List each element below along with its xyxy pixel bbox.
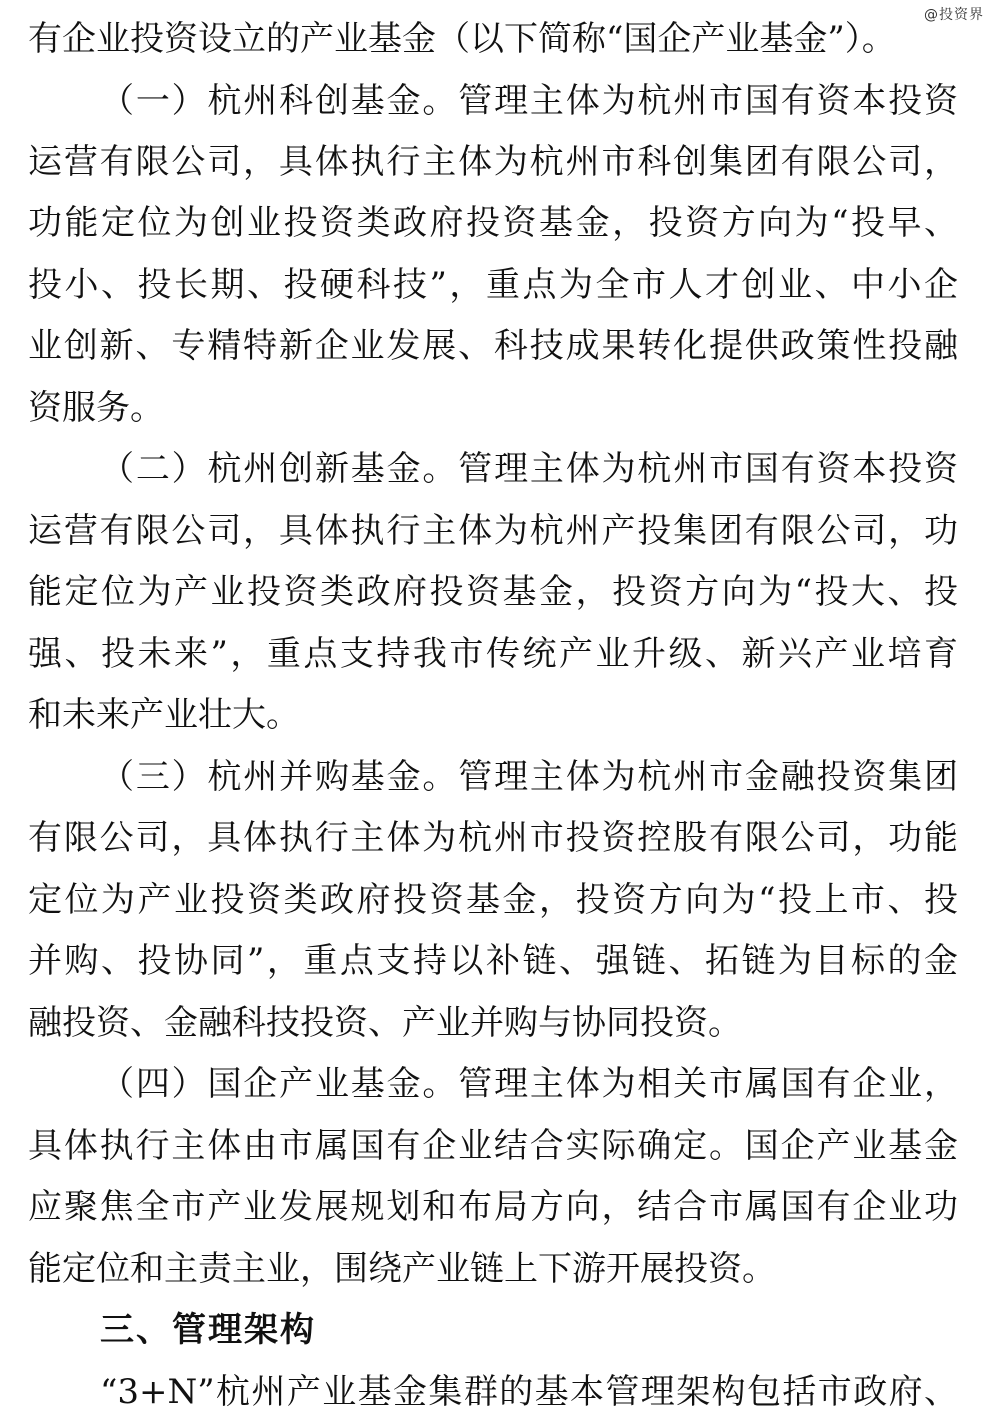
text-line: （四）国企产业基金。管理主体为相关市属国有企业，	[100, 1064, 958, 1104]
watermark: @投资界	[924, 7, 984, 23]
text-line: 能定位为产业投资类政府投资基金，投资方向为“投大、投	[28, 572, 958, 612]
text-line: 功能定位为创业投资类政府投资基金，投资方向为“投早、	[28, 203, 958, 243]
text-line: 有限公司，具体执行主体为杭州市投资控股有限公司，功能	[28, 818, 958, 858]
text-line: 运营有限公司，具体执行主体为杭州市科创集团有限公司，	[28, 142, 958, 182]
section-heading: 三、管理架构	[100, 1310, 316, 1350]
text-line: （三）杭州并购基金。管理主体为杭州市金融投资集团	[100, 757, 958, 797]
text-line: 定位为产业投资类政府投资基金，投资方向为“投上市、投	[28, 880, 958, 920]
text-line: （一）杭州科创基金。管理主体为杭州市国有资本投资	[100, 81, 958, 121]
text-line: 有企业投资设立的产业基金（以下简称“国企产业基金”）。	[28, 19, 896, 59]
text-line: 能定位和主责主业，围绕产业链上下游开展投资。	[28, 1249, 776, 1289]
text-line: 运营有限公司，具体执行主体为杭州产投集团有限公司，功	[28, 511, 958, 551]
text-line: 具体执行主体由市属国有企业结合实际确定。国企产业基金	[28, 1126, 958, 1166]
text-line: （二）杭州创新基金。管理主体为杭州市国有资本投资	[100, 449, 958, 489]
text-line: 业创新、专精特新企业发展、科技成果转化提供政策性投融	[28, 326, 958, 366]
text-line: 投小、投长期、投硬科技”，重点为全市人才创业、中小企	[28, 265, 958, 305]
text-line: 融投资、金融科技投资、产业并购与协同投资。	[28, 1003, 742, 1043]
text-line: 应聚焦全市产业发展规划和布局方向，结合市属国有企业功	[28, 1187, 958, 1227]
text-line: “3+N”杭州产业基金集群的基本管理架构包括市政府、	[100, 1372, 958, 1412]
text-line: 并购、投协同”，重点支持以补链、强链、拓链为目标的金	[28, 941, 958, 981]
text-line: 和未来产业壮大。	[28, 695, 300, 735]
text-line: 资服务。	[28, 388, 164, 428]
text-line: 强、投未来”，重点支持我市传统产业升级、新兴产业培育	[28, 634, 958, 674]
